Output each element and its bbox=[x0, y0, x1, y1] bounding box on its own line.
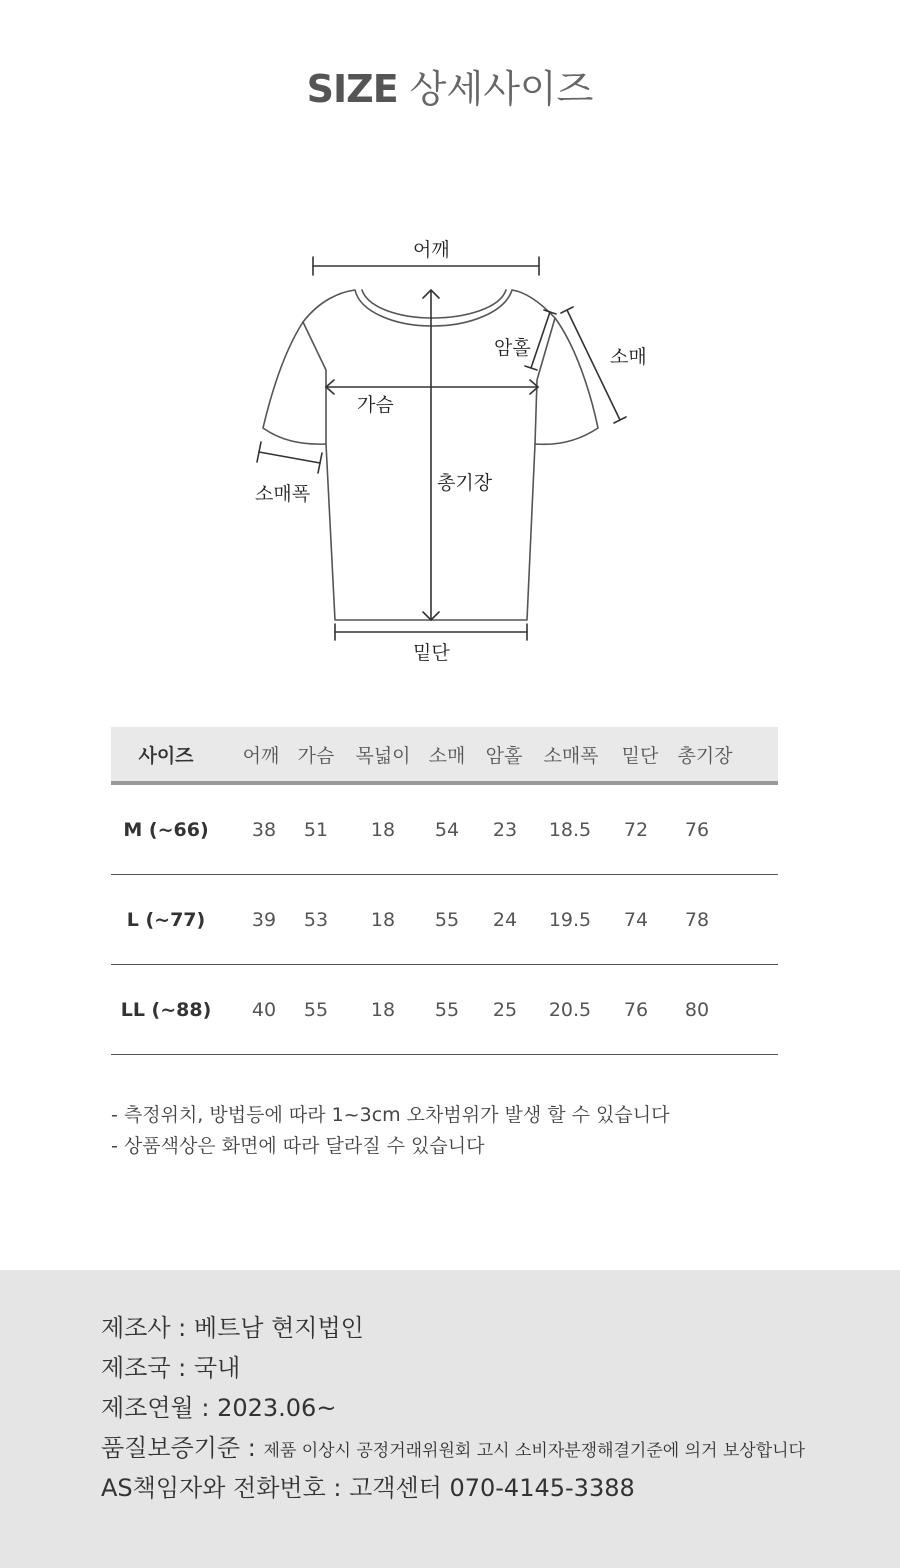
header-shoulder: 어깨 bbox=[242, 744, 280, 767]
header-neck: 목넓이 bbox=[355, 744, 411, 767]
table-row bbox=[111, 875, 778, 965]
as-contact-info: AS책임자와 전화번호 : 고객센터 070-4145-3388 bbox=[101, 1474, 635, 1502]
header-armhole: 암홀 bbox=[485, 744, 523, 767]
label-sleeve-width: 소매폭 bbox=[255, 483, 311, 505]
header-sleeve: 소매 bbox=[428, 744, 466, 767]
cell-total-length: 80 bbox=[684, 998, 710, 1021]
table-header bbox=[111, 727, 778, 785]
cell-shoulder: 39 bbox=[251, 908, 277, 931]
cell-sleeve: 54 bbox=[434, 818, 460, 841]
product-info-footer bbox=[0, 1270, 900, 1568]
quality-text: 제품 이상시 공정거래위원회 고시 소비자분쟁해결기준에 의거 보상합니다 bbox=[263, 1441, 805, 1461]
cell-total-length: 76 bbox=[684, 818, 710, 841]
quality-label: 품질보증기준 : bbox=[101, 1434, 264, 1462]
quality-info bbox=[101, 1428, 805, 1463]
tshirt-outline-icon bbox=[0, 0, 900, 700]
cell-neck: 18 bbox=[370, 998, 396, 1021]
cell-chest: 51 bbox=[303, 818, 329, 841]
cell-sleeve: 55 bbox=[434, 908, 460, 931]
row-size: L (~77) bbox=[126, 908, 206, 931]
header-total-length: 총기장 bbox=[677, 744, 733, 767]
cell-armhole: 25 bbox=[492, 998, 518, 1021]
title-en: SIZE bbox=[306, 67, 398, 111]
cell-neck: 18 bbox=[370, 818, 396, 841]
label-sleeve: 소매 bbox=[610, 346, 647, 368]
note-color: - 상품색상은 화면에 따라 달라질 수 있습니다 bbox=[111, 1135, 485, 1157]
cell-neck: 18 bbox=[370, 908, 396, 931]
cell-hem: 76 bbox=[623, 998, 649, 1021]
table-row bbox=[111, 965, 778, 1055]
cell-hem: 74 bbox=[623, 908, 649, 931]
cell-sleeve-width: 18.5 bbox=[548, 818, 592, 841]
cell-sleeve: 55 bbox=[434, 998, 460, 1021]
manufacturer-info: 제조사 : 베트남 현지법인 bbox=[101, 1314, 364, 1342]
label-chest: 가슴 bbox=[357, 394, 394, 416]
row-size: M (~66) bbox=[123, 818, 209, 841]
size-diagram bbox=[0, 0, 900, 700]
size-table bbox=[111, 727, 778, 1055]
cell-armhole: 23 bbox=[492, 818, 518, 841]
cell-sleeve-width: 20.5 bbox=[548, 998, 592, 1021]
cell-shoulder: 38 bbox=[251, 818, 277, 841]
label-total-length: 총기장 bbox=[437, 472, 493, 494]
cell-armhole: 24 bbox=[492, 908, 518, 931]
title-ko: 상세사이즈 bbox=[409, 67, 594, 111]
label-hem: 밑단 bbox=[413, 642, 450, 664]
cell-shoulder: 40 bbox=[251, 998, 277, 1021]
header-hem: 밑단 bbox=[621, 744, 659, 767]
cell-chest: 53 bbox=[303, 908, 329, 931]
cell-chest: 55 bbox=[303, 998, 329, 1021]
country-info: 제조국 : 국내 bbox=[101, 1354, 241, 1382]
label-shoulder: 어깨 bbox=[413, 239, 450, 261]
cell-hem: 72 bbox=[623, 818, 649, 841]
note-measurement: - 측정위치, 방법등에 따라 1~3cm 오차범위가 발생 할 수 있습니다 bbox=[111, 1104, 670, 1126]
cell-sleeve-width: 19.5 bbox=[548, 908, 592, 931]
notes bbox=[111, 1100, 669, 1162]
row-size: LL (~88) bbox=[120, 998, 212, 1021]
header-sleeve-width: 소매폭 bbox=[543, 744, 599, 767]
date-info: 제조연월 : 2023.06~ bbox=[101, 1394, 337, 1422]
header-size: 사이즈 bbox=[138, 744, 194, 767]
cell-total-length: 78 bbox=[684, 908, 710, 931]
header-chest: 가슴 bbox=[297, 744, 335, 767]
table-row bbox=[111, 785, 778, 875]
label-armhole: 암홀 bbox=[494, 337, 531, 359]
